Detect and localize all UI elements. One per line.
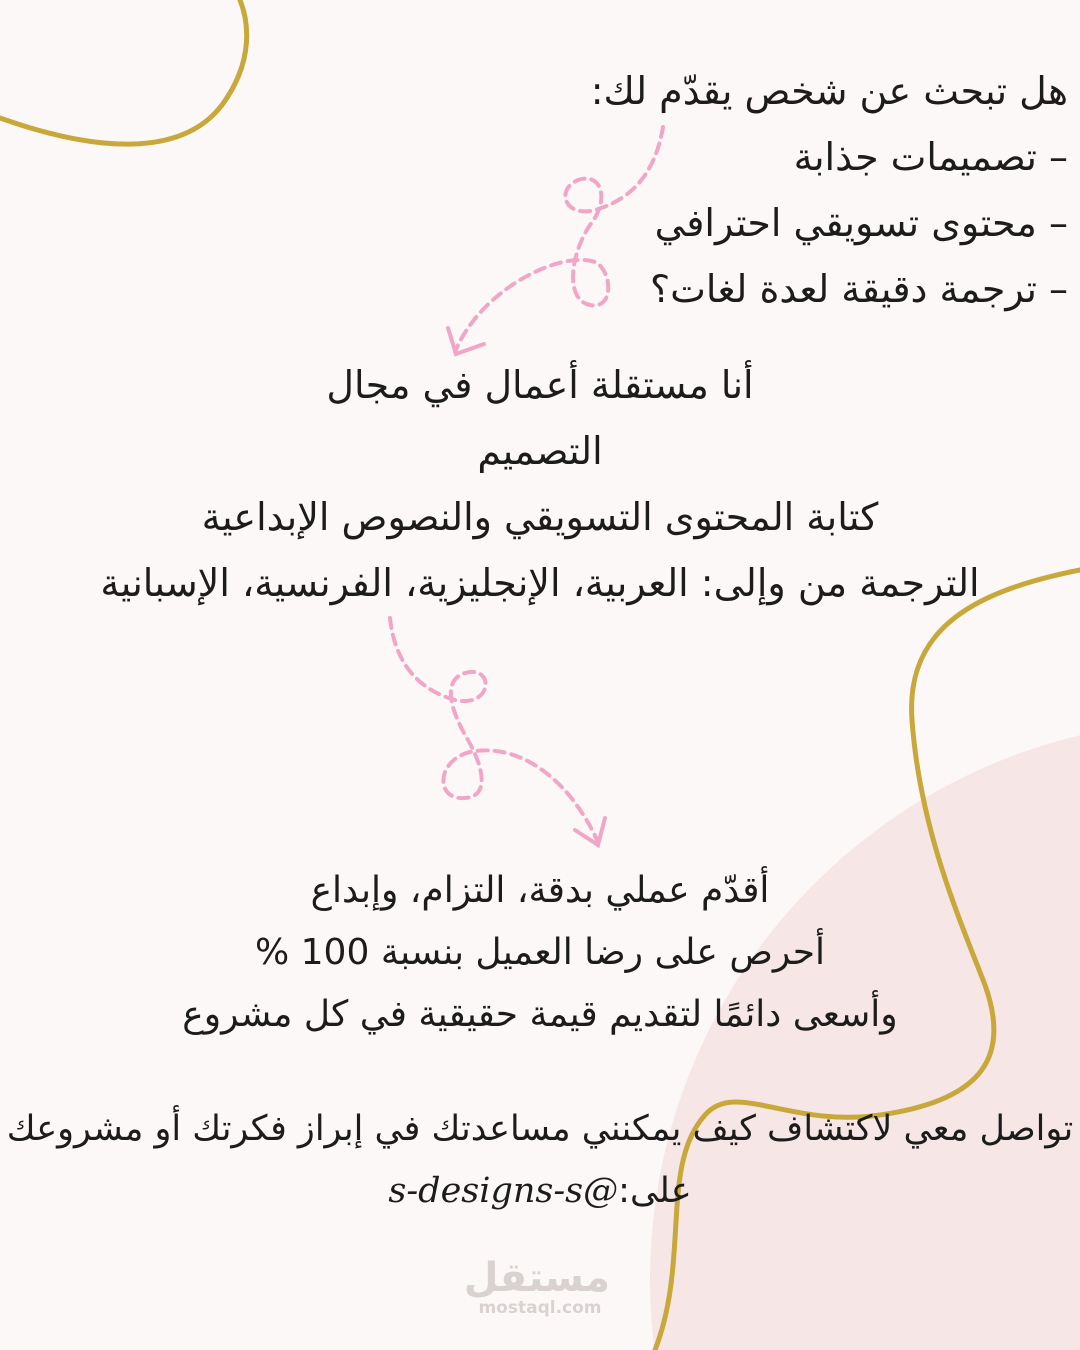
commitment-line: أقدّم عملي بدقة، التزام، وإبداع [310, 870, 770, 911]
about-line: أنا مستقلة أعمال في مجال [326, 363, 754, 407]
about-line: التصميم [477, 429, 603, 473]
about-line: الترجمة من وإلى: العربية، الإنجليزية، الفرنسية، الإسبانية [100, 561, 980, 605]
intro-line: – تصميمات جذابة [793, 135, 1068, 179]
commitments-block [0, 860, 1080, 1046]
commitment-line: وأسعى دائمًا لتقديم قيمة حقيقية في كل مشروع [182, 994, 898, 1035]
contact-prefix: على: [618, 1171, 692, 1211]
gold-wave-top-left [0, 0, 247, 144]
about-block [0, 352, 1080, 616]
contact-line: تواصل معي لاكتشاف كيف يمكنني مساعدتك في إبراز فكرتك أو مشروعك [6, 1109, 1074, 1149]
contact-handle[interactable]: @s-designs-s [388, 1171, 619, 1211]
intro-line: هل تبحث عن شخص يقدّم لك: [590, 69, 1068, 113]
about-line: كتابة المحتوى التسويقي والنصوص الإبداعية [201, 495, 879, 539]
mostaql-watermark [463, 1255, 610, 1318]
intro-question-block [591, 58, 1068, 322]
intro-line: – محتوى تسويقي احترافي [654, 201, 1068, 245]
contact-handle-line [0, 1160, 1080, 1222]
contact-block [0, 1098, 1080, 1222]
intro-line: – ترجمة دقيقة لعدة لغات؟ [649, 267, 1068, 311]
watermark-domain: mostaql.com [478, 1298, 602, 1318]
dashed-loop-arrow-icon [390, 618, 605, 845]
commitment-line: أحرص على رضا العميل بنسبة 100 % [255, 932, 825, 973]
watermark-logo: مستقل [463, 1255, 610, 1301]
